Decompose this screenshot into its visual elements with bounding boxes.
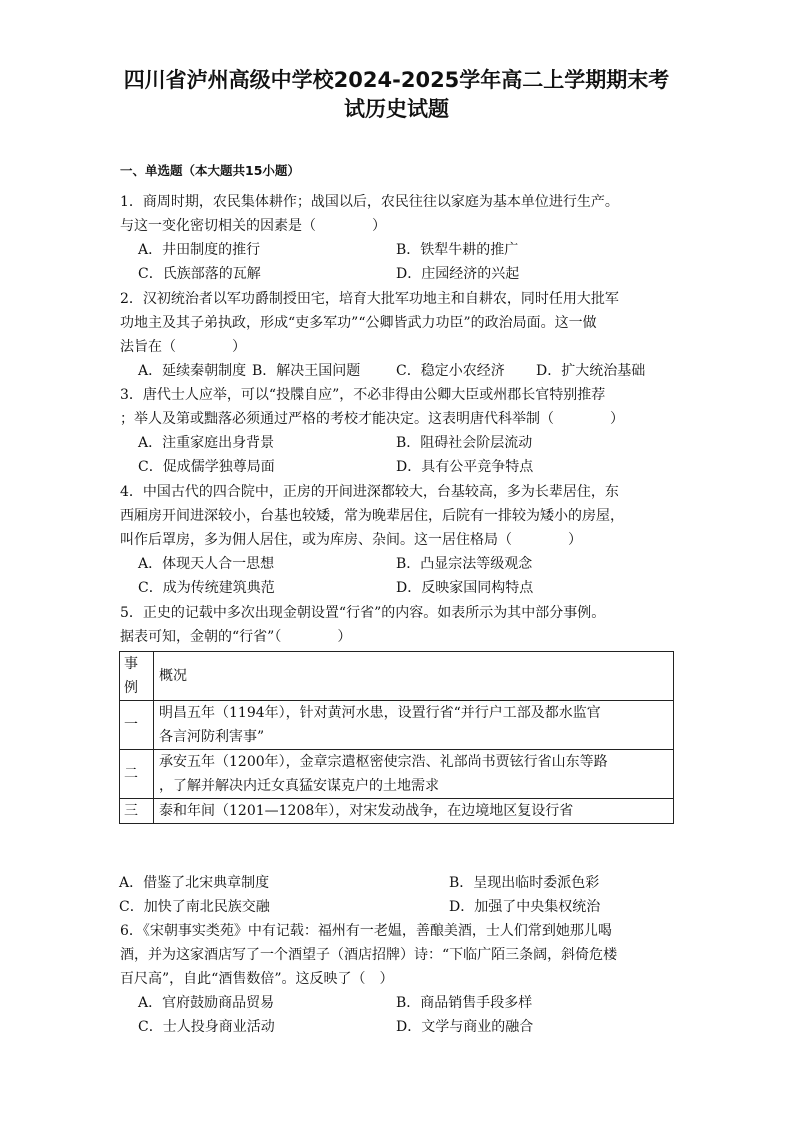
header-text: 例: [124, 680, 138, 696]
q4-option-b[interactable]: B．凸显宗法等级观念: [396, 556, 533, 572]
cell-line: 承安五年（1200年），金章宗遣枢密使宗浩、礼部尚书贾铉行省山东等路: [159, 754, 608, 770]
table-row: [120, 701, 674, 750]
exam-title-line1: 四川省泸州高级中学校2024-2025学年高二上学期期末考: [123, 68, 670, 92]
q5-stem-line2: 据表可知，金朝的“行省”（ ）: [120, 629, 352, 645]
q5-option-d[interactable]: D．加强了中央集权统治: [449, 899, 601, 915]
q1-option-c[interactable]: C．氏族部落的瓦解: [138, 266, 261, 282]
q5-option-b[interactable]: B．呈现出临时委派色彩: [449, 875, 600, 891]
table-header-cell: [120, 652, 154, 701]
q6-option-c[interactable]: C．士人投身商业活动: [138, 1019, 275, 1035]
q1-stem-line1: 1．商周时期，农民集体耕作；战国以后，农民往往以家庭为基本单位进行生产。: [120, 194, 619, 210]
q3-option-d[interactable]: D．具有公平竞争特点: [396, 459, 534, 475]
q6-option-d[interactable]: D．文学与商业的融合: [396, 1019, 534, 1035]
section-header: 一、单选题（本大题共15小题）: [120, 163, 300, 178]
q3-stem-line1: 3．唐代士人应举，可以“投牒自应”，不必非得由公卿大臣或州郡长官特别推荐: [120, 387, 606, 403]
q4-option-c[interactable]: C．成为传统建筑典范: [138, 580, 275, 596]
table-row: [120, 799, 674, 824]
q6-option-b[interactable]: B．商品销售手段多样: [396, 995, 533, 1011]
q2-option-b[interactable]: B．解决王国问题: [252, 363, 361, 379]
exam-title-line2: 试历史试题: [344, 97, 449, 121]
table-cell-index: 二: [120, 750, 154, 799]
q3-option-b[interactable]: B．阻碍社会阶层流动: [396, 435, 533, 451]
cell-line: 各言河防利害事”: [159, 729, 265, 745]
q4-option-d[interactable]: D．反映家国同构特点: [396, 580, 534, 596]
q4-stem-line2: 西厢房开间进深较小，台基也较矮，常为晚辈居住，后院有一排较为矮小的房屋，: [120, 508, 624, 524]
q6-stem-line1: 6．《宋朝事实类苑》中有记载：福州有一老媪，善酿美酒，士人们常到她那儿喝: [120, 923, 612, 939]
header-text: 事: [124, 656, 138, 672]
q1-option-b[interactable]: B．铁犁牛耕的推广: [396, 242, 519, 258]
q2-option-c[interactable]: C．稳定小农经济: [396, 363, 505, 379]
q2-option-a[interactable]: A．延续秦朝制度: [138, 363, 247, 379]
q2-stem-line1: 2．汉初统治者以军功爵制授田宅，培育大批军功地主和自耕农，同时任用大批军: [120, 291, 619, 307]
cell-line: ，了解并解决内迁女真猛安谋克户的土地需求: [159, 778, 439, 794]
q3-stem-line2: ；举人及第或黜落必须通过严格的考校才能决定。这表明唐代科举制（ ）: [120, 411, 624, 427]
table-cell-content: [154, 701, 674, 750]
table-header-cell: 概况: [154, 652, 674, 701]
cell-line: 明昌五年（1194年），针对黄河水患，设置行省“并行户工部及都水监官: [159, 705, 601, 721]
q2-option-d[interactable]: D．扩大统治基础: [536, 363, 646, 379]
q6-stem-line2: 酒，并为这家酒店写了一个酒望子（酒店招牌）诗：“下临广陌三条阔，斜倚危楼: [120, 947, 618, 963]
q4-stem-line1: 4．中国古代的四合院中，正房的开间进深都较大，台基较高，多为长辈居住，东: [120, 484, 619, 500]
q2-stem-line2: 功地主及其子弟执政，形成“吏多军功”“公卿皆武力功臣”的政治局面。这一做: [120, 315, 597, 331]
table-cell-index: 三: [120, 799, 154, 824]
q4-stem-line3: 叫作后罩房，多为佣人居住，或为库房、杂间。这一居住格局（ ）: [120, 532, 582, 548]
q1-option-d[interactable]: D．庄园经济的兴起: [396, 266, 520, 282]
q5-stem-line1: 5．正史的记载中多次出现金朝设置“行省”的内容。如表所示为其中部分事例。: [120, 605, 606, 621]
q6-stem-line3: 百尺高”，自此“酒售数倍”。这反映了（ ）: [120, 971, 394, 987]
table-cell-content: [154, 750, 674, 799]
q5-table: [119, 651, 674, 824]
q6-option-a[interactable]: A．官府鼓励商品贸易: [138, 995, 275, 1011]
table-cell-index: 一: [120, 701, 154, 750]
table-row: [120, 750, 674, 799]
q3-option-c[interactable]: C．促成儒学独尊局面: [138, 459, 275, 475]
table-cell-content: 泰和年间（1201—1208年），对宋发动战争，在边境地区复设行省: [154, 799, 674, 824]
q3-option-a[interactable]: A．注重家庭出身背景: [138, 435, 275, 451]
q1-stem-line2: 与这一变化密切相关的因素是（ ）: [120, 218, 386, 234]
q2-stem-line3: 法旨在（ ）: [120, 339, 246, 355]
q5-option-c[interactable]: C．加快了南北民族交融: [119, 899, 270, 915]
q1-option-a[interactable]: A．井田制度的推行: [138, 242, 261, 258]
table-header-row: [120, 652, 674, 701]
q5-option-a[interactable]: A．借鉴了北宋典章制度: [119, 875, 270, 891]
q4-option-a[interactable]: A．体现天人合一思想: [138, 556, 275, 572]
